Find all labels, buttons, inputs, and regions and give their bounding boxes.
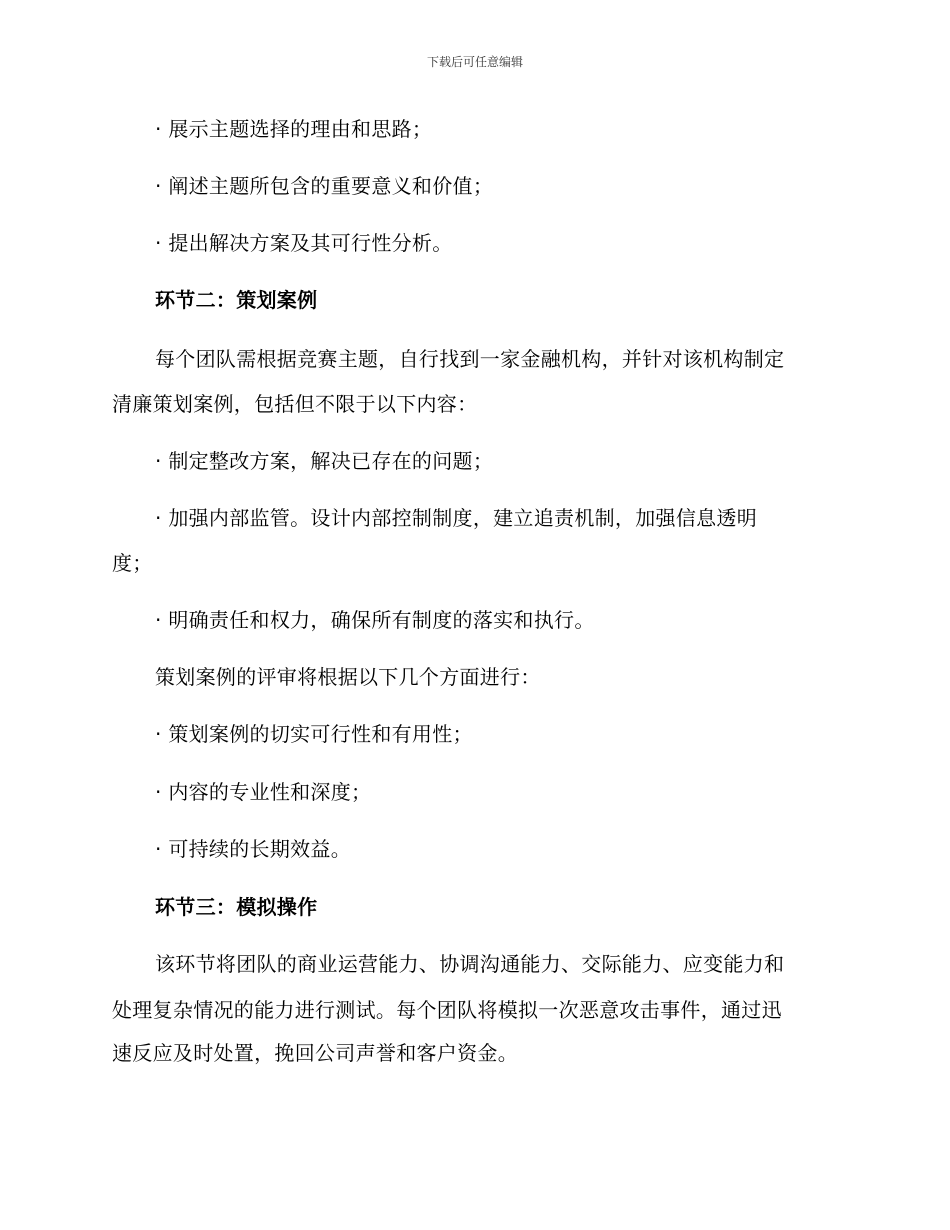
- bullet-item-continuation: 度；: [112, 551, 153, 575]
- paragraph-line: 清廉策划案例，包括但不限于以下内容：: [112, 392, 478, 416]
- bullet-item: · 提出解决方案及其可行性分析。: [155, 231, 453, 255]
- bullet-item: · 阐述主题所包含的重要意义和价值；: [155, 174, 494, 198]
- bullet-item: · 内容的专业性和深度；: [155, 780, 372, 804]
- bullet-item: · 加强内部监管。设计内部控制制度，建立追责机制，加强信息透明: [155, 506, 758, 530]
- section-heading: 环节二：策划案例: [155, 288, 318, 312]
- paragraph-line: 处理复杂情况的能力进行测试。每个团队将模拟一次恶意攻击事件，通过迅: [112, 998, 782, 1022]
- page-header: 下载后可任意编辑: [426, 55, 523, 69]
- bullet-item: · 展示主题选择的理由和思路；: [155, 117, 433, 141]
- bullet-item: · 策划案例的切实可行性和有用性；: [155, 722, 473, 746]
- paragraph-line: 速反应及时处置，挽回公司声誉和客户资金。: [112, 1041, 518, 1065]
- bullet-item: · 制定整改方案，解决已存在的问题；: [155, 449, 494, 473]
- bullet-item: · 明确责任和权力，确保所有制度的落实和执行。: [155, 608, 595, 632]
- bullet-item: · 可持续的长期效益。: [155, 837, 352, 861]
- paragraph-line: 策划案例的评审将根据以下几个方面进行：: [155, 665, 541, 689]
- section-heading: 环节三：模拟操作: [155, 895, 318, 919]
- paragraph-line: 每个团队需根据竞赛主题，自行找到一家金融机构，并针对该机构制定: [155, 347, 785, 371]
- paragraph-line: 该环节将团队的商业运营能力、协调沟通能力、交际能力、应变能力和: [155, 952, 785, 976]
